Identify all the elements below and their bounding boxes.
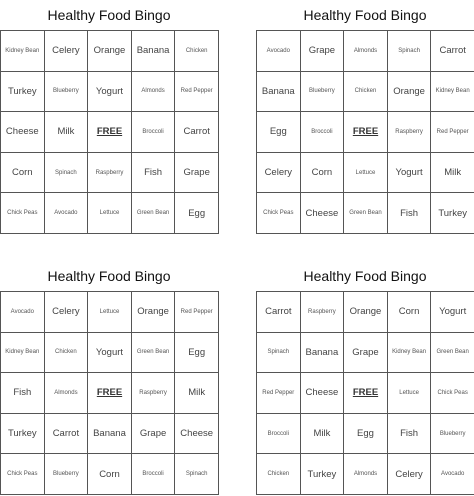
bingo-cell: Spinach [388,31,432,72]
bingo-cell: Cheese [1,112,45,153]
bingo-cell: Green Bean [132,193,176,234]
bingo-cell: Celery [45,31,89,72]
bingo-cell: Spinach [45,153,89,194]
bingo-cell: Yogurt [88,333,132,374]
bingo-cell: Raspberry [301,292,345,333]
bingo-cell: Lettuce [388,373,432,414]
bingo-cell: Lettuce [88,292,132,333]
bingo-cell: Celery [388,454,432,495]
bingo-cell: Chicken [344,72,388,113]
bingo-cell: Fish [1,373,45,414]
bingo-cell: Raspberry [388,112,432,153]
bingo-cell: Chicken [175,31,219,72]
bingo-cell: Blueberry [45,454,89,495]
free-space-cell: FREE [344,112,388,153]
bingo-grid [256,291,474,495]
bingo-grid [256,30,474,234]
card-title: Healthy Food Bingo [47,268,171,284]
bingo-cell: Carrot [431,31,474,72]
bingo-cell: Almonds [344,31,388,72]
bingo-cell: Grape [344,333,388,374]
bingo-cell: Chicken [45,333,89,374]
bingo-grid [0,30,219,234]
bingo-cell: Broccoli [257,414,301,455]
bingo-cell: Milk [431,153,474,194]
bingo-cell: Fish [388,414,432,455]
bingo-cell: Avocado [431,454,474,495]
card-title: Healthy Food Bingo [47,7,171,23]
bingo-grid [0,291,219,495]
bingo-card-1 [0,0,218,234]
card-title: Healthy Food Bingo [303,7,427,23]
bingo-cell: Celery [45,292,89,333]
bingo-cell: Egg [175,333,219,374]
bingo-cell: Carrot [175,112,219,153]
bingo-card-2 [256,0,474,234]
bingo-cell: Egg [344,414,388,455]
bingo-cell: Lettuce [88,193,132,234]
bingo-cell: Yogurt [388,153,432,194]
bingo-cell: Lettuce [344,153,388,194]
bingo-cell: Kidney Bean [431,72,474,113]
bingo-cell: Chick Peas [431,373,474,414]
bingo-cell: Yogurt [431,292,474,333]
bingo-card-4 [256,261,474,495]
bingo-cell: Banana [132,31,176,72]
bingo-cell: Red Pepper [175,292,219,333]
bingo-cell: Milk [175,373,219,414]
bingo-cell: Grape [301,31,345,72]
bingo-cell: Orange [88,31,132,72]
bingo-cell: Green Bean [132,333,176,374]
bingo-cell: Red Pepper [175,72,219,113]
bingo-cell: Green Bean [431,333,474,374]
bingo-cell: Cheese [301,193,345,234]
bingo-cell: Almonds [132,72,176,113]
bingo-cell: Celery [257,153,301,194]
bingo-cell: Turkey [431,193,474,234]
bingo-cell: Avocado [45,193,89,234]
bingo-cell: Spinach [175,454,219,495]
bingo-cell: Corn [1,153,45,194]
bingo-cell: Grape [132,414,176,455]
bingo-cell: Fish [388,193,432,234]
bingo-card-3 [0,261,218,495]
bingo-cell: Spinach [257,333,301,374]
bingo-cell: Avocado [257,31,301,72]
bingo-cell: Cheese [175,414,219,455]
bingo-cell: Almonds [45,373,89,414]
bingo-cell: Blueberry [431,414,474,455]
bingo-cell: Red Pepper [257,373,301,414]
bingo-cell: Corn [301,153,345,194]
bingo-cell: Raspberry [132,373,176,414]
bingo-cell: Turkey [1,72,45,113]
bingo-cell: Egg [257,112,301,153]
bingo-cell: Corn [388,292,432,333]
free-space-cell: FREE [88,112,132,153]
bingo-cell: Milk [45,112,89,153]
bingo-cell: Fish [132,153,176,194]
bingo-cell: Kidney Bean [1,333,45,374]
bingo-cell: Red Pepper [431,112,474,153]
bingo-cell: Avocado [1,292,45,333]
bingo-cell: Banana [301,333,345,374]
bingo-cell: Kidney Bean [388,333,432,374]
free-space-cell: FREE [88,373,132,414]
card-title: Healthy Food Bingo [303,268,427,284]
free-space-cell: FREE [344,373,388,414]
bingo-cell: Turkey [301,454,345,495]
bingo-cell: Orange [388,72,432,113]
bingo-cell: Kidney Bean [1,31,45,72]
bingo-cell: Chick Peas [1,454,45,495]
bingo-cell: Carrot [45,414,89,455]
bingo-cell: Yogurt [88,72,132,113]
bingo-cell: Blueberry [45,72,89,113]
bingo-cell: Banana [88,414,132,455]
bingo-cell: Broccoli [132,112,176,153]
bingo-cell: Carrot [257,292,301,333]
bingo-cell: Egg [175,193,219,234]
bingo-cell: Banana [257,72,301,113]
bingo-cell: Milk [301,414,345,455]
bingo-cell: Green Bean [344,193,388,234]
bingo-cell: Orange [344,292,388,333]
bingo-cell: Turkey [1,414,45,455]
bingo-cell: Chicken [257,454,301,495]
bingo-cell: Broccoli [301,112,345,153]
bingo-cell: Broccoli [132,454,176,495]
bingo-cell: Corn [88,454,132,495]
bingo-cell: Chick Peas [257,193,301,234]
bingo-cell: Almonds [344,454,388,495]
bingo-cell: Chick Peas [1,193,45,234]
bingo-cell: Orange [132,292,176,333]
bingo-cell: Grape [175,153,219,194]
bingo-cell: Blueberry [301,72,345,113]
bingo-cell: Cheese [301,373,345,414]
bingo-cell: Raspberry [88,153,132,194]
